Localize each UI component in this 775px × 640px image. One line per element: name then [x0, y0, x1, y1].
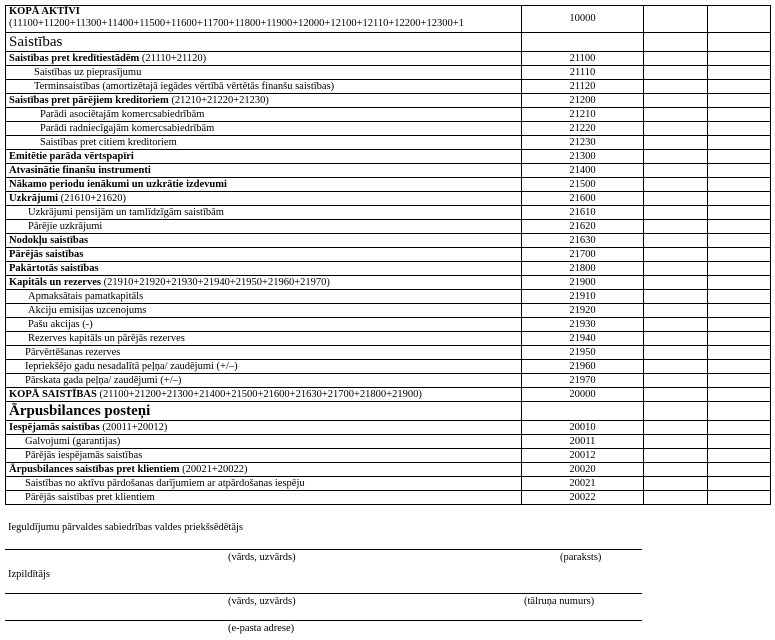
value-cell[interactable]: [644, 164, 708, 178]
table-row: [6, 374, 771, 388]
row-formula: (20011+20012): [99, 421, 168, 433]
row-label: Iepriekšējo gadu nesadalītā peļņa/ zaudējumi (+/–): [25, 360, 238, 372]
total-assets-label-cell: [6, 6, 522, 33]
executor-name-label: (vārds, uzvārds): [228, 596, 296, 607]
value-cell[interactable]: [708, 6, 771, 33]
value-cell[interactable]: [644, 108, 708, 122]
row-label-cell: [6, 304, 522, 318]
row-label-cell: [6, 332, 522, 346]
row-code: 21220: [522, 122, 644, 136]
row-formula: (20021+20022): [179, 463, 248, 475]
total-assets-formula: (11100+11200+11300+11400+11500+11600+11700+11800+11900+12000+12100+12110+12200+12300+1: [9, 18, 464, 29]
row-label-cell: [6, 290, 522, 304]
empty-cell: [644, 33, 708, 52]
table-row: [6, 449, 771, 463]
value-cell[interactable]: [644, 477, 708, 491]
table-row: [6, 360, 771, 374]
value-cell[interactable]: [644, 150, 708, 164]
chair-signature-line: [5, 549, 642, 550]
balance-sheet-table: [5, 5, 771, 505]
row-label: Nākamo periodu ienākumi un uzkrātie izdevumi: [9, 178, 227, 190]
row-label: Pārējās saistības pret klientiem: [25, 491, 155, 503]
row-label-cell: [6, 463, 522, 477]
table-row: [6, 477, 771, 491]
value-cell[interactable]: [708, 80, 771, 94]
value-cell[interactable]: [644, 290, 708, 304]
row-code: 21940: [522, 332, 644, 346]
table-row: [6, 262, 771, 276]
value-cell[interactable]: [644, 80, 708, 94]
email-line: [5, 620, 642, 621]
row-formula: (21610+21620): [58, 192, 127, 204]
table-row: [6, 332, 771, 346]
executor-signature-line: [5, 593, 642, 594]
value-cell[interactable]: [708, 94, 771, 108]
value-cell[interactable]: [708, 360, 771, 374]
value-cell[interactable]: [644, 449, 708, 463]
row-code: 21500: [522, 178, 644, 192]
row-label-cell: [6, 206, 522, 220]
value-cell[interactable]: [644, 491, 708, 505]
table-row: [6, 318, 771, 332]
table-row: [6, 234, 771, 248]
value-cell[interactable]: [644, 220, 708, 234]
value-cell[interactable]: [644, 388, 708, 402]
row-formula: (21210+21220+21230): [168, 94, 269, 106]
row-label-cell: [6, 108, 522, 122]
row-code: 21800: [522, 262, 644, 276]
value-cell[interactable]: [708, 66, 771, 80]
row-label: Saistības pret kredītiestādēm: [9, 52, 140, 64]
row-label-cell: [6, 346, 522, 360]
value-cell[interactable]: [708, 388, 771, 402]
row-code: 21930: [522, 318, 644, 332]
value-cell[interactable]: [708, 435, 771, 449]
value-cell[interactable]: [644, 234, 708, 248]
empty-cell: [708, 33, 771, 52]
value-cell[interactable]: [644, 360, 708, 374]
table-row: [6, 178, 771, 192]
row-label: Ārpusbilances saistības pret klientiem: [9, 463, 180, 475]
value-cell[interactable]: [708, 206, 771, 220]
value-cell[interactable]: [644, 276, 708, 290]
value-cell[interactable]: [644, 318, 708, 332]
row-label: Terminsaistības (amortizētajā iegādes vērtībā vērtētās finanšu saistības): [34, 80, 335, 92]
row-code: 20000: [522, 388, 644, 402]
row-label: Saistības pret pārējiem kreditoriem: [9, 94, 169, 106]
value-cell[interactable]: [644, 346, 708, 360]
row-code: 21600: [522, 192, 644, 206]
row-label-cell: [6, 388, 522, 402]
row-code: 21120: [522, 80, 644, 94]
value-cell[interactable]: [708, 262, 771, 276]
row-code: 21630: [522, 234, 644, 248]
table-row: [6, 304, 771, 318]
row-label: Apmaksātais pamatkapitāls: [28, 290, 144, 302]
row-label: KOPĀ SAISTĪBAS: [9, 388, 97, 400]
row-code: 21960: [522, 360, 644, 374]
value-cell[interactable]: [708, 449, 771, 463]
empty-cell: [522, 402, 644, 421]
empty-cell: [708, 402, 771, 421]
row-label-cell: [6, 136, 522, 150]
row-code: 20010: [522, 421, 644, 435]
value-cell[interactable]: [644, 463, 708, 477]
row-code: 21100: [522, 52, 644, 66]
row-label-cell: [6, 192, 522, 206]
row-code: 21900: [522, 276, 644, 290]
value-cell[interactable]: [708, 346, 771, 360]
value-cell[interactable]: [708, 290, 771, 304]
table-row: [6, 94, 771, 108]
value-cell[interactable]: [708, 318, 771, 332]
empty-cell: [644, 402, 708, 421]
row-label-cell: [6, 435, 522, 449]
value-cell[interactable]: [644, 435, 708, 449]
row-label-cell: [6, 150, 522, 164]
row-label: Pašu akcijas (-): [28, 318, 93, 330]
row-label-cell: [6, 318, 522, 332]
value-cell[interactable]: [708, 332, 771, 346]
value-cell[interactable]: [708, 477, 771, 491]
empty-cell: [522, 33, 644, 52]
row-label-cell: [6, 491, 522, 505]
row-label: Saistības uz pieprasījumu: [34, 66, 142, 78]
row-label: Iespējamās saistības: [9, 421, 100, 433]
table-row: [6, 346, 771, 360]
row-label: Saistības pret citiem kreditoriem: [40, 136, 177, 148]
value-cell[interactable]: [644, 262, 708, 276]
table-row: [6, 150, 771, 164]
row-code: 20012: [522, 449, 644, 463]
row-label-cell: [6, 122, 522, 136]
row-code: 20022: [522, 491, 644, 505]
row-code: 21610: [522, 206, 644, 220]
value-cell[interactable]: [644, 6, 708, 33]
liabilities-section-row: [6, 33, 771, 52]
row-label-cell: [6, 477, 522, 491]
total-assets-code: 10000: [522, 6, 644, 33]
row-label-cell: [6, 234, 522, 248]
value-cell[interactable]: [644, 332, 708, 346]
row-label: Kapitāls un rezerves: [9, 276, 101, 288]
row-code: 21950: [522, 346, 644, 360]
row-label: Parādi asociētajām komercsabiedrībām: [40, 108, 205, 120]
table-row: [6, 206, 771, 220]
row-label-cell: [6, 421, 522, 435]
row-code: 20020: [522, 463, 644, 477]
offbalance-title: Ārpusbilances posteņi: [6, 402, 522, 421]
row-label: Pārējās iespējamās saistības: [25, 449, 143, 461]
row-label-cell: [6, 80, 522, 94]
chair-title: Ieguldījumu pārvaldes sabiedrības valdes priekšsēdētājs: [8, 522, 244, 533]
table-row: [6, 435, 771, 449]
table-row: [6, 122, 771, 136]
table-row: [6, 108, 771, 122]
table-row: [6, 66, 771, 80]
row-label: Pakārtotās saistības: [9, 262, 99, 274]
row-label: Parādi radniecīgajām komercsabiedrībām: [40, 122, 215, 134]
table-row: [6, 290, 771, 304]
signature-label: (paraksts): [560, 552, 602, 563]
table-row: [6, 164, 771, 178]
value-cell[interactable]: [708, 220, 771, 234]
executor-title: Izpildītājs: [8, 569, 50, 580]
row-code: 21910: [522, 290, 644, 304]
value-cell[interactable]: [708, 178, 771, 192]
chair-name-label: (vārds, uzvārds): [228, 552, 296, 563]
value-cell[interactable]: [708, 304, 771, 318]
row-label: Nodokļu saistības: [9, 234, 89, 246]
row-code: 21700: [522, 248, 644, 262]
value-cell[interactable]: [644, 304, 708, 318]
table-row: [6, 136, 771, 150]
row-label: Pārskata gada peļņa/ zaudējumi (+/–): [25, 374, 182, 386]
value-cell[interactable]: [708, 374, 771, 388]
row-label: Saistības no aktīvu pārdošanas darījumiem ar atpārdošanas iespēju: [25, 477, 305, 489]
row-code: 21210: [522, 108, 644, 122]
value-cell[interactable]: [708, 248, 771, 262]
row-label: Akciju emisijas uzcenojums: [28, 304, 147, 316]
row-label: Galvojumi (garantijas): [25, 435, 121, 447]
table-row: [6, 52, 771, 66]
value-cell[interactable]: [644, 122, 708, 136]
table-row: [6, 276, 771, 290]
row-label-cell: [6, 220, 522, 234]
total-liabilities-row: [6, 388, 771, 402]
row-code: 21200: [522, 94, 644, 108]
row-label-cell: [6, 449, 522, 463]
row-label-cell: [6, 276, 522, 290]
value-cell[interactable]: [644, 374, 708, 388]
row-label-cell: [6, 94, 522, 108]
row-label: Atvasinātie finanšu instrumenti: [9, 164, 151, 176]
table-row: [6, 248, 771, 262]
row-label-cell: [6, 374, 522, 388]
row-code: 21230: [522, 136, 644, 150]
table-row: [6, 80, 771, 94]
row-label-cell: [6, 66, 522, 80]
email-label: (e-pasta adrese): [228, 623, 295, 634]
table-row: [6, 463, 771, 477]
row-label: Uzkrājumi pensijām un tamlīdzīgām saistībām: [28, 206, 224, 218]
total-assets-row: [6, 6, 771, 33]
phone-label: (tālruņa numurs): [524, 596, 595, 607]
row-label: Emitētie parāda vērtspapīri: [9, 150, 134, 162]
row-label: Pārējie uzkrājumi: [28, 220, 103, 232]
row-label: Pārējās saistības: [9, 248, 84, 260]
row-label-cell: [6, 178, 522, 192]
table-row: [6, 220, 771, 234]
liabilities-title: Saistības: [6, 33, 522, 52]
value-cell[interactable]: [708, 421, 771, 435]
row-code: 21970: [522, 374, 644, 388]
value-cell[interactable]: [708, 164, 771, 178]
value-cell[interactable]: [644, 206, 708, 220]
value-cell[interactable]: [644, 52, 708, 66]
value-cell[interactable]: [644, 136, 708, 150]
row-label-cell: [6, 248, 522, 262]
value-cell[interactable]: [644, 192, 708, 206]
row-code: 20011: [522, 435, 644, 449]
total-assets-label: KOPĀ AKTĪVI: [9, 6, 80, 17]
row-label-cell: [6, 262, 522, 276]
row-code: 21920: [522, 304, 644, 318]
row-code: 20021: [522, 477, 644, 491]
value-cell[interactable]: [708, 192, 771, 206]
value-cell[interactable]: [708, 463, 771, 477]
row-code: 21300: [522, 150, 644, 164]
row-code: 21620: [522, 220, 644, 234]
row-label: Uzkrājumi: [9, 192, 58, 204]
value-cell[interactable]: [708, 234, 771, 248]
row-formula: (21110+21120): [139, 52, 207, 64]
offbalance-section-row: [6, 402, 771, 421]
value-cell[interactable]: [708, 122, 771, 136]
row-label: Pārvērtēšanas rezerves: [25, 346, 121, 358]
value-cell[interactable]: [644, 421, 708, 435]
row-code: 21400: [522, 164, 644, 178]
value-cell[interactable]: [708, 52, 771, 66]
value-cell[interactable]: [644, 178, 708, 192]
value-cell[interactable]: [708, 276, 771, 290]
row-formula: (21910+21920+21930+21940+21950+21960+21970): [100, 276, 330, 288]
table-row: [6, 421, 771, 435]
row-label-cell: [6, 360, 522, 374]
row-label: Rezerves kapitāls un pārējās rezerves: [28, 332, 185, 344]
value-cell[interactable]: [644, 94, 708, 108]
value-cell[interactable]: [708, 136, 771, 150]
row-code: 21110: [522, 66, 644, 80]
table-row: [6, 491, 771, 505]
value-cell[interactable]: [644, 66, 708, 80]
row-label-cell: [6, 164, 522, 178]
row-label-cell: [6, 52, 522, 66]
value-cell[interactable]: [708, 491, 771, 505]
row-formula: (21100+21200+21300+21400+21500+21600+21630+21700+21800+21900): [96, 388, 422, 400]
value-cell[interactable]: [644, 248, 708, 262]
value-cell[interactable]: [708, 150, 771, 164]
value-cell[interactable]: [708, 108, 771, 122]
table-row: [6, 192, 771, 206]
